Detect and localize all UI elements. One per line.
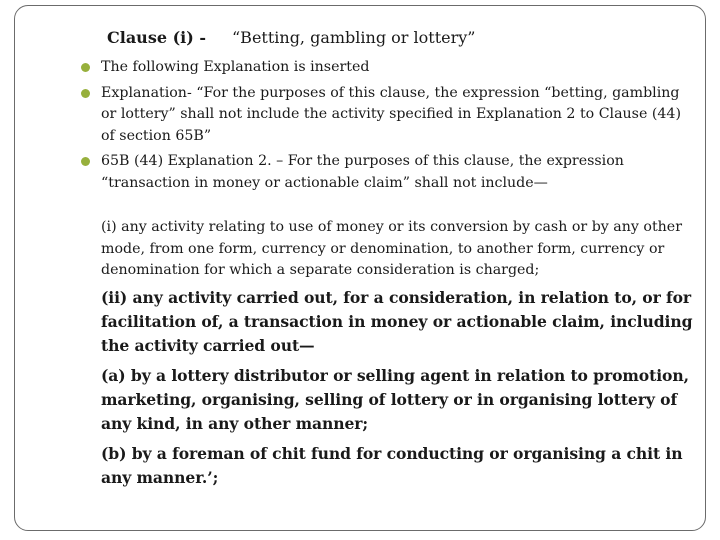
list-item (78, 83, 698, 148)
bullet-icon (81, 63, 90, 72)
bullet-text: 65B (44) Explanation 2. – For the purposes of this clause, the expression “transaction in money or actionable claim” shall not include— (101, 153, 624, 191)
explanation-items (0, 215, 693, 490)
item-i: (i) any activity relating to use of money or its conversion by cash or by any other mode, from one form, currency or denomination, to another form, currency or denomination for which a separate consideration is charged; (101, 219, 682, 278)
bullet-list (78, 57, 698, 198)
item-a: (a) by a lottery distributor or selling agent in relation to promotion, marketing, organising, selling of lottery or in organising lottery of any kind, in any other manner; (101, 365, 689, 433)
list-item (78, 151, 698, 194)
item-ii: (ii) any activity carried out, for a consideration, in relation to, or for facilitation of, a transaction in money or actionable claim, including the activity carried out— (101, 287, 693, 355)
clause-label: Clause (i) - (107, 28, 206, 47)
item-b: (b) by a foreman of chit fund for conducting or organising a chit in any manner.’; (101, 443, 683, 487)
bullet-text: The following Explanation is inserted (101, 59, 370, 75)
clause-title: “Betting, gambling or lottery” (232, 28, 476, 47)
bullet-icon (81, 157, 90, 166)
bullet-icon (81, 89, 90, 98)
clause-heading (107, 28, 475, 47)
list-item (78, 57, 698, 79)
bullet-text: Explanation- “For the purposes of this clause, the expression “betting, gambling or lottery” shall not include the activity specified in Explanation 2 to Clause (44) of section 65B” (101, 84, 681, 144)
